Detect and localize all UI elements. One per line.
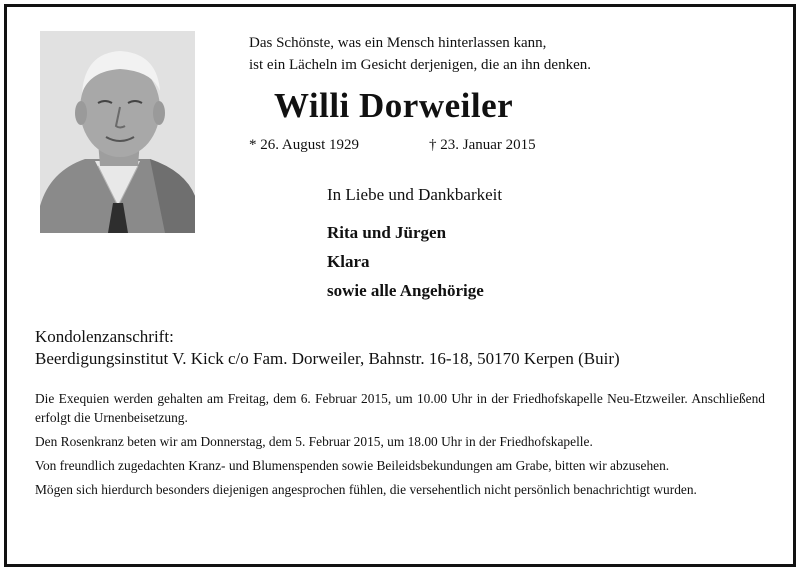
condolence-address [35,326,620,370]
portrait-photo [40,31,195,233]
condolence-address-text: Beerdigungsinstitut V. Kick c/o Fam. Dorweiler, Bahnstr. 16-18, 50170 Kerpen (Buir) [35,349,620,368]
mourner-name: Klara [327,252,370,271]
mourner-name: Rita und Jürgen [327,223,447,242]
birth-date: * 26. August 1929 [249,137,360,153]
condolence-label: Kondolenzanschrift: [35,327,174,346]
quote-line-2: ist ein Lächeln im Gesicht derjenigen, die an ihn denken. [249,57,591,73]
mourners-list [327,218,484,305]
death-date: † 23. Januar 2015 [429,137,536,153]
mourner-name: sowie alle Angehörige [327,281,484,300]
service-details [35,389,765,504]
detail-paragraph: Den Rosenkranz beten wir am Donnerstag, dem 5. Februar 2015, um 18.00 Uhr in der Friedhofskapelle. [35,434,593,449]
memorial-quote [249,32,591,76]
deceased-name: Willi Dorweiler [274,86,514,125]
detail-paragraph: Von freundlich zugedachten Kranz- und Blumenspenden sowie Beileidsbekundungen am Grabe, bitten wir abzusehen. [35,458,670,473]
detail-paragraph: Die Exequien werden gehalten am Freitag, dem 6. Februar 2015, um 10.00 Uhr in der Friedhofskapelle Neu-Etzweiler. Anschließend erfolgt die Urnenbeisetzung. [35,391,765,425]
gratitude-line: In Liebe und Dankbarkeit [327,185,503,204]
detail-paragraph: Mögen sich hierdurch besonders diejenigen angesprochen fühlen, die versehentlich nicht persönlich benachrichtigt wurden. [35,482,697,497]
quote-line-1: Das Schönste, was ein Mensch hinterlassen kann, [249,35,547,51]
